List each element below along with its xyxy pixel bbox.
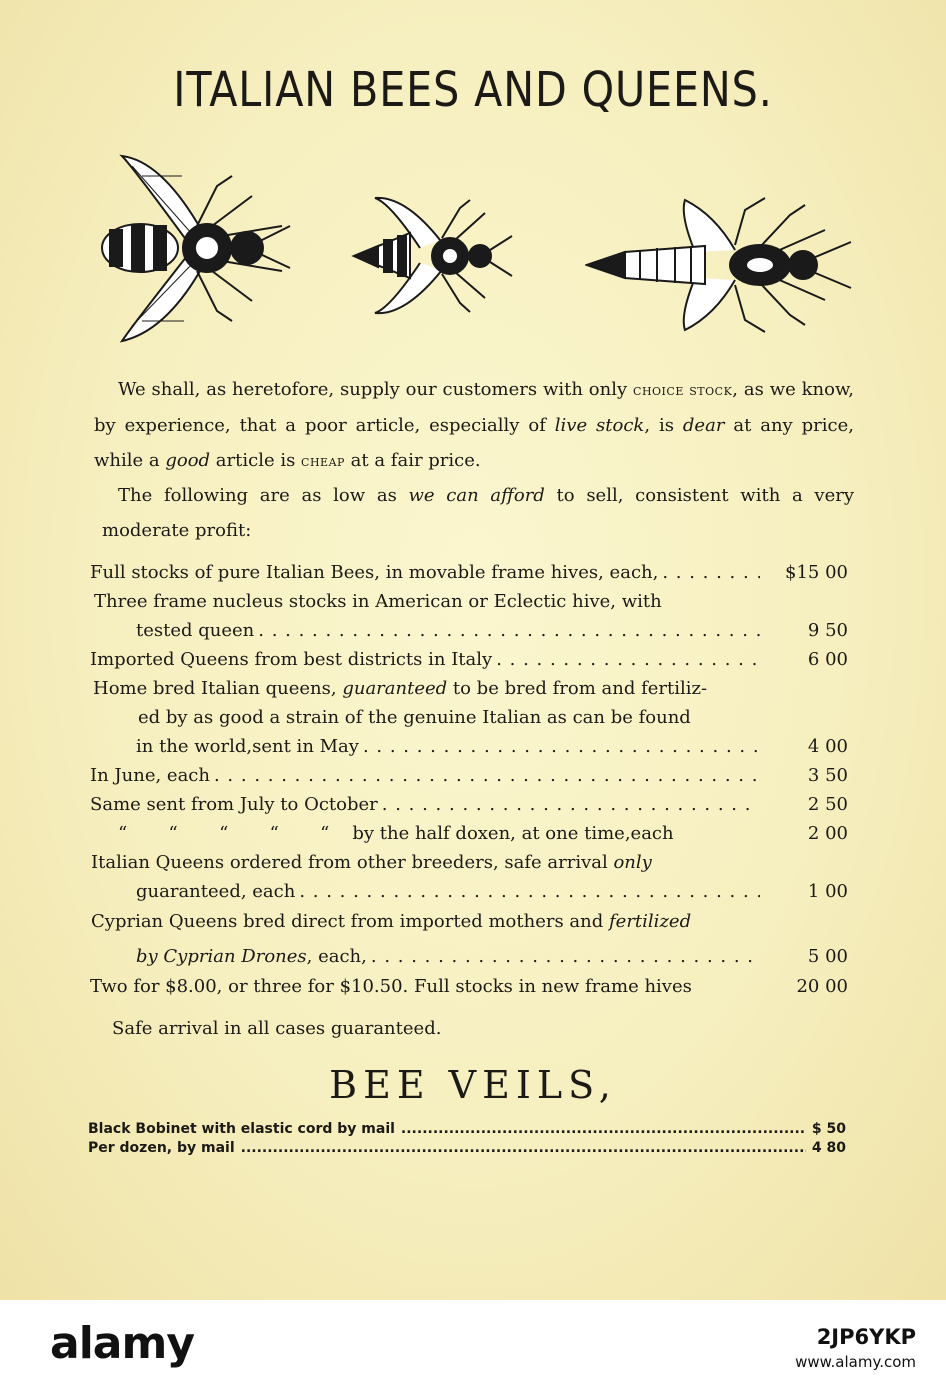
price-row-home-bred-line1: Home bred Italian queens, guaranteed to be bred from and fertiliz- [93,678,708,699]
price-row-imported-queens: Imported Queens from best districts in Italy . . . 6 00 [90,649,848,677]
price-row-july-october: Same sent from July to October . . . 2 50 [90,794,848,822]
veil-row-bobinet: Black Bobinet with elastic cord by mail ..... $ 50 [88,1121,846,1141]
safe-arrival-note: Safe arrival in all cases guaranteed. [112,1018,442,1039]
price-row-home-bred: in the world,sent in May . . . 4 00 [136,736,848,764]
price-row-other-breeders-line1: Italian Queens ordered from other breeders, safe arrival only [91,852,652,873]
price-row-june: In June, each . . . 3 50 [90,765,848,793]
price-row-home-bred-line2: ed by as good a strain of the genuine Italian as can be found [138,707,691,728]
price-row-nucleus: tested queen . . . 9 50 [136,620,848,648]
intro-paragraph: We shall, as heretofore, supply our customers with only choice stock, as we know, by experience, that a poor article, especially of live stock, is dear at any price, while a good article is cheap at a fair price. [94,379,854,471]
page-title: ITALIAN BEES AND QUEENS. [173,62,773,118]
price-row-full-stocks: Full stocks of pure Italian Bees, in movable frame hives, each, . . . $15 00 [90,562,848,590]
price-row-cyprian: by Cyprian Drones, each, . . . 5 00 [136,946,848,974]
affordability-paragraph: The following are as low as we can afford to sell, consistent with a very moderate profit: [102,485,855,541]
queen-bee-icon [585,190,855,340]
price-row-two-for: Two for $8.00, or three for $10.50. Full stocks in new frame hives 20 00 [90,976,848,997]
veil-row-per-dozen: Per dozen, by mail ..... 4 80 [88,1140,846,1160]
price-row-cyprian-line1: Cyprian Queens bred direct from imported mothers and fertilized [91,911,692,932]
price-row-nucleus-line1: Three frame nucleus stocks in American or Eclectic hive, with [94,591,662,612]
bee-veils-heading: BEE VEILS, [329,1063,617,1107]
worker-bee-icon [350,188,515,323]
footer-url: www.alamy.com [795,1353,916,1371]
drone-bee-icon [92,146,292,351]
price-row-half-dozen: “ “ “ “ “ by the half doxen, at one time,each 2 00 [118,823,848,844]
alamy-logo: alamy [50,1318,194,1369]
price-row-other-breeders: guaranteed, each . . . 1 00 [136,881,848,909]
image-code: 2JP6YKP [816,1325,916,1349]
